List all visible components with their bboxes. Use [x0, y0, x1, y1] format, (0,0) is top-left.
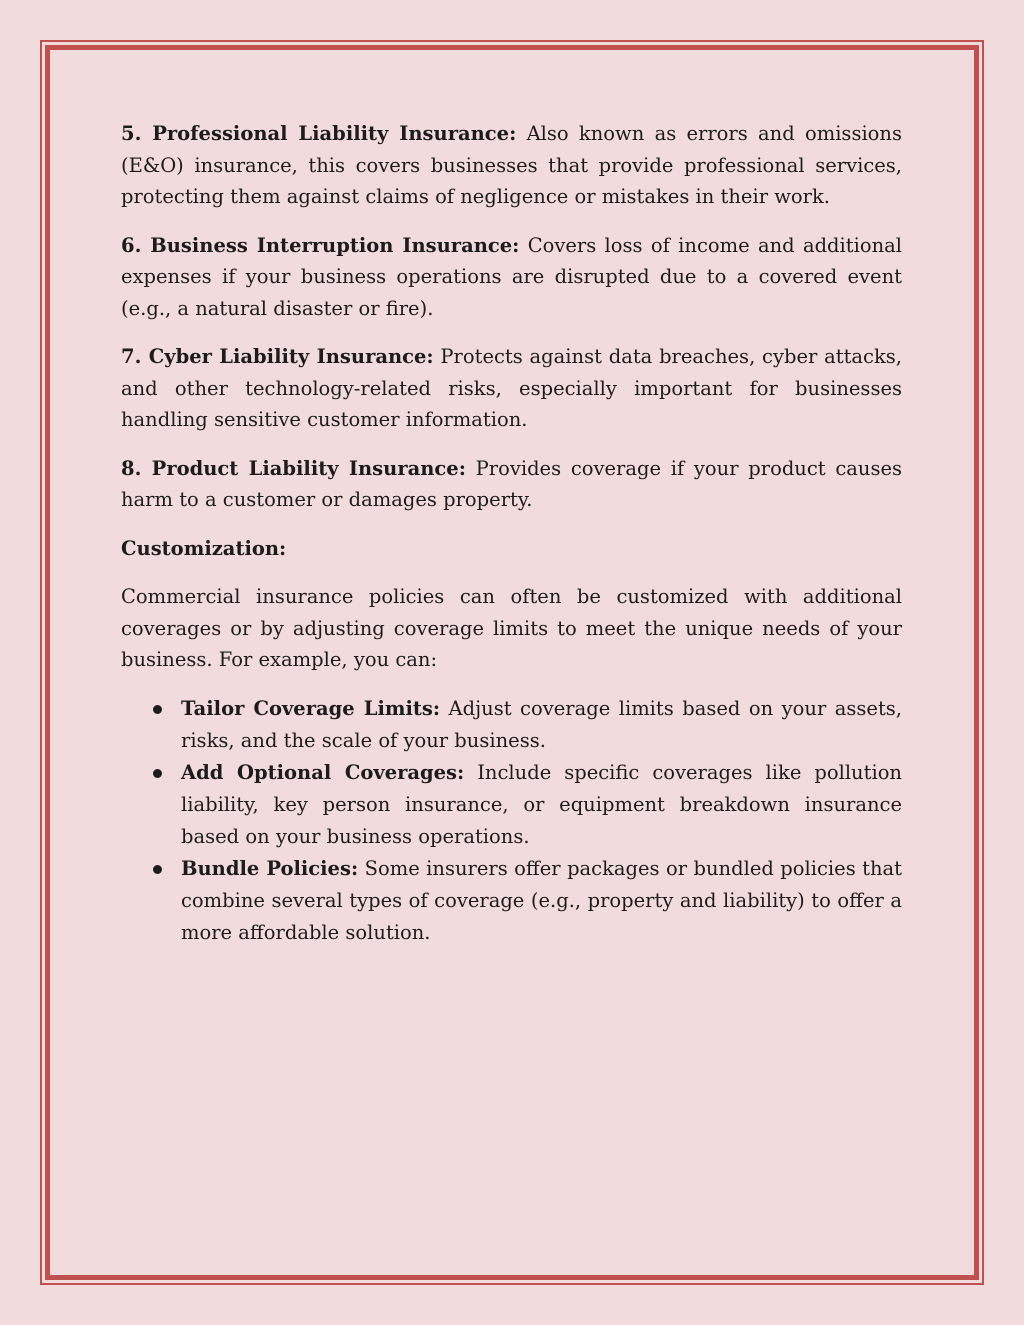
list-item-text: Some insurers offer packages or bundled policies that combine several types of coverage (e.g., property and liability) to offer a more affordable solution.	[181, 856, 903, 944]
list-item	[121, 853, 902, 949]
section-cyber-liability	[121, 341, 902, 436]
section-text: Provides coverage if your product causes harm to a customer or damages property.	[121, 456, 902, 511]
bullet-icon	[153, 865, 162, 874]
bullet-icon	[153, 705, 162, 714]
list-item-title: Bundle Policies:	[181, 856, 359, 880]
section-text: Also known as errors and omissions (E&O) insurance, this covers businesses that provide professional services, protecting them against claims of negligence or mistakes in their work.	[121, 122, 902, 208]
customization-list	[121, 693, 902, 949]
customization-heading: Customization:	[121, 536, 287, 560]
section-heading: 8. Product Liability Insurance:	[121, 456, 466, 480]
list-item	[121, 757, 902, 853]
customization-intro: Commercial insurance policies can often be customized with additional coverages or by adjusting coverage limits to meet the unique needs of your business. For example, you can:	[121, 585, 902, 671]
section-text: Covers loss of income and additional expenses if your business operations are disrupted due to a covered event (e.g., a natural disaster or fire).	[121, 233, 903, 320]
section-heading: 7. Cyber Liability Insurance:	[121, 345, 434, 368]
list-item	[121, 693, 902, 757]
section-product-liability	[121, 453, 902, 516]
document-body	[121, 118, 902, 949]
list-item-title: Tailor Coverage Limits:	[181, 696, 441, 720]
list-item-text: Include specific coverages like pollution liability, key person insurance, or equipment breakdown insurance based on your business operations.	[181, 760, 902, 848]
section-heading: 5. Professional Liability Insurance:	[121, 122, 517, 145]
section-business-interruption	[121, 230, 902, 325]
list-item-title: Add Optional Coverages:	[181, 760, 465, 784]
section-text: Protects against data breaches, cyber attacks, and other technology-related risks, especially important for businesses handling sensitive customer information.	[121, 345, 902, 431]
section-professional-liability	[121, 118, 902, 213]
section-heading: 6. Business Interruption Insurance:	[121, 233, 520, 257]
bullet-icon	[153, 769, 162, 778]
list-item-text: Adjust coverage limits based on your assets, risks, and the scale of your business.	[181, 696, 902, 752]
